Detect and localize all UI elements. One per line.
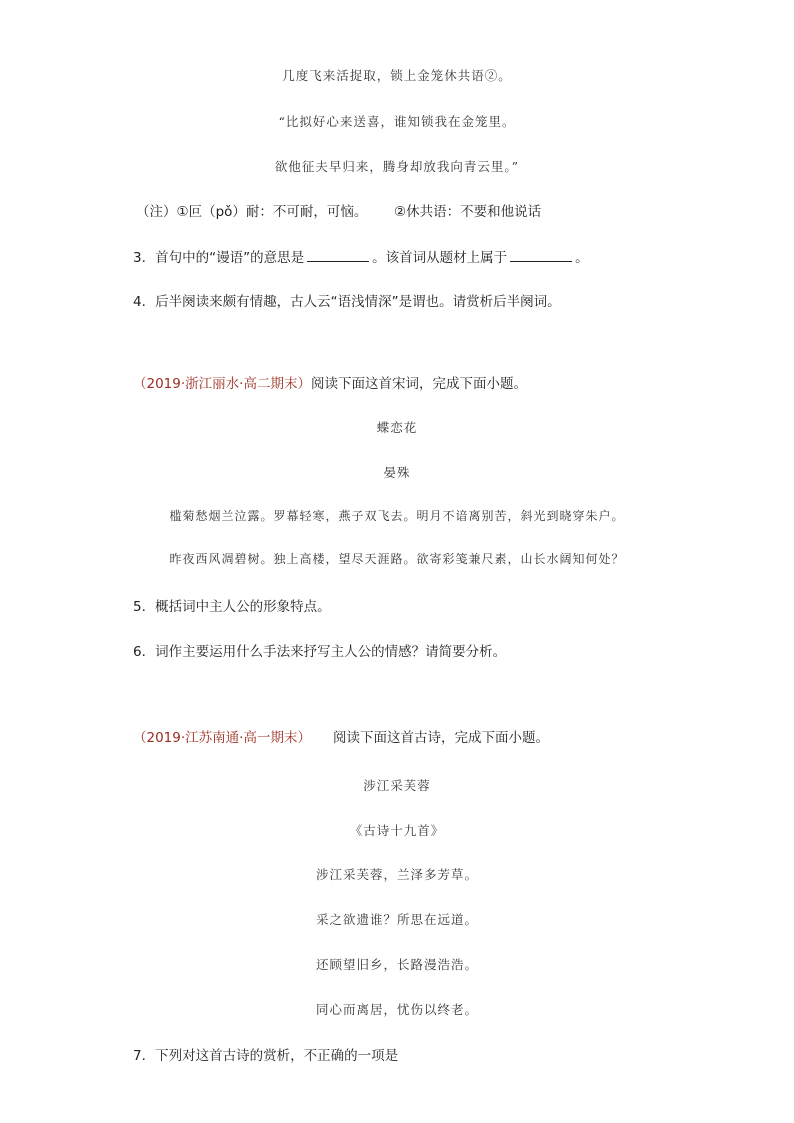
q3-text-2: 。该首词从题材上属于	[372, 250, 508, 266]
answer-blank-1[interactable]	[307, 249, 369, 262]
section2-line-1: 槛菊愁烟兰泣露。罗幕轻寒，燕子双飞去。明月不谙离别苦，斜光到晓穿朱户。	[169, 509, 625, 523]
section2-title: 蝶恋花	[376, 420, 418, 435]
question-3	[133, 246, 589, 266]
note-2: ②休共语：不要和他说话	[394, 204, 542, 220]
question-6: 6．词作主要运用什么手法来抒写主人公的情感？请简要分析。	[133, 644, 507, 660]
poem1-line-3: 欲他征夫早归来，腾身却放我向青云里。”	[274, 159, 520, 174]
poem1-note	[136, 200, 541, 220]
poem1-line-1: 几度飞来活捉取，锁上金笼休共语②。	[282, 68, 512, 83]
question-7: 7．下列对这首古诗的赏析，不正确的一项是	[133, 1048, 399, 1064]
section2-source: （2019·浙江丽水·高二期末）	[133, 376, 311, 392]
section3-line-4: 同心而离居，忧伤以终老。	[315, 1002, 478, 1017]
section2-line-2: 昨夜西风凋碧树。独上高楼，望尽天涯路。欲寄彩笺兼尺素，山长水阔知何处？	[169, 552, 625, 566]
poem1-line-2: “比拟好心来送喜，谁知锁我在金笼里。	[278, 114, 516, 129]
section3-author: 《古诗十九首》	[349, 823, 445, 838]
section2-header	[133, 372, 527, 392]
section2-instruction: 阅读下面这首宋词，完成下面小题。	[310, 376, 527, 392]
answer-blank-2[interactable]	[510, 249, 572, 262]
section3-instruction: 阅读下面这首古诗，完成下面小题。	[332, 730, 549, 746]
section3-line-3: 还顾望旧乡，长路漫浩浩。	[315, 957, 478, 972]
question-4: 4．后半阕读来颇有情趣，古人云“语浅情深”是谓也。请赏析后半阕词。	[133, 294, 561, 310]
section3-header	[133, 726, 549, 746]
section3-line-1: 涉江采芙蓉，兰泽多芳草。	[315, 867, 478, 882]
section3-source: （2019·江苏南通·高一期末）	[133, 730, 311, 746]
question-5: 5．概括词中主人公的形象特点。	[133, 599, 331, 615]
q3-text-3: 。	[575, 250, 589, 266]
q3-text-1: 3．首句中的“谩语”的意思是	[133, 250, 305, 266]
section3-line-2: 采之欲遗谁？所思在远道。	[315, 912, 478, 927]
section2-author: 晏殊	[383, 465, 411, 480]
note-1: （注）①叵（pǒ）耐：不可耐，可恼。	[136, 204, 368, 220]
section3-title: 涉江采芙蓉	[363, 778, 431, 793]
